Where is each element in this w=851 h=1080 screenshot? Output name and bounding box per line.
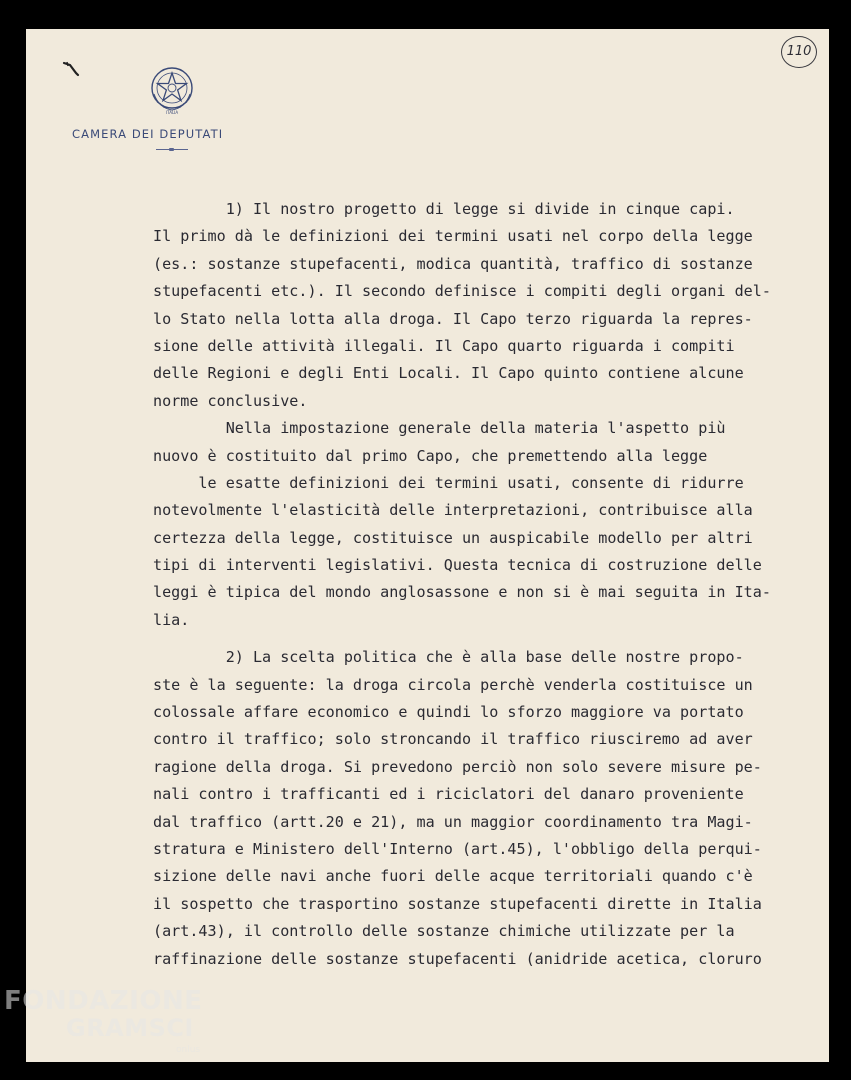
body-line: tipi di interventi legislativi. Questa tecnica di costruzione delle [153,556,762,575]
body-line: delle Regioni e degli Enti Locali. Il Capo quinto contiene alcune [153,364,744,383]
body-line: lia. [153,610,190,629]
watermark-suffix: onlus [176,1045,201,1055]
body-line: nali contro i trafficanti ed i riciclatori del danaro proveniente [153,785,744,804]
watermark-line-1: FONDAZIONE [4,986,203,1016]
body-line: notevolmente l'elasticità delle interpretazioni, contribuisce alla [153,501,753,520]
letterhead-ornament [156,149,188,150]
document-page [26,29,829,1062]
body-line: ragione della droga. Si prevedono perciò non solo severe misure pe- [153,757,762,776]
body-line: lo Stato nella lotta alla droga. Il Capo terzo riguarda la repres- [153,309,753,328]
body-line: contro il traffico; solo stroncando il traffico riusciremo ad aver [153,730,753,749]
italian-republic-emblem-icon [149,64,195,116]
body-line: (art.43), il controllo delle sostanze chimiche utilizzate per la [153,922,735,941]
body-line: stupefacenti etc.). Il secondo definisce i compiti degli organi del- [153,282,771,301]
body-line: le esatte definizioni dei termini usati, consente di ridurre [153,473,744,492]
body-line: Nella impostazione generale della materia l'aspetto più [153,419,726,438]
body-line: norme conclusive. [153,391,308,410]
body-line: leggi è tipica del mondo anglosassone e non si è mai seguita in Ita- [153,583,771,602]
body-line: colossale affare economico e quindi lo sforzo maggiore va portato [153,703,744,722]
body-line: nuovo è costituito dal primo Capo, che premettendo alla legge [153,446,708,465]
letterhead-title: CAMERA DEI DEPUTATI [72,127,224,141]
body-line: raffinazione delle sostanze stupefacenti (anidride acetica, cloruro [153,949,762,968]
body-line: dal traffico (artt.20 e 21), ma un maggior coordinamento tra Magi- [153,812,753,831]
body-text [153,196,793,973]
body-line: stratura e Ministero dell'Interno (art.45), l'obbligo della perqui- [153,839,762,858]
watermark-line-2: GRAMSCI [66,1014,194,1042]
body-line: Il primo dà le definizioni dei termini usati nel corpo della legge [153,227,753,246]
body-line: certezza della legge, costituisce un auspicabile modello per altri [153,528,753,547]
body-line: sizione delle navi anche fuori delle acque territoriali quando c'è [153,867,753,886]
page-number-stamp: 110 [781,36,817,68]
body-line: ste è la seguente: la droga circola perchè venderla costituisce un [153,675,753,694]
body-line: 2) La scelta politica che è alla base delle nostre propo- [153,648,744,667]
pen-mark-icon [62,61,82,77]
svg-text:ITALIA: ITALIA [165,110,179,115]
body-line: il sospetto che trasportino sostanze stupefacenti dirette in Italia [153,894,762,913]
body-line: sione delle attività illegali. Il Capo quarto riguarda i compiti [153,336,735,355]
fondazione-gramsci-watermark [4,986,203,1055]
body-line: 1) Il nostro progetto di legge si divide in cinque capi. [153,200,735,218]
paragraph-gap [153,634,793,644]
body-line: (es.: sostanze stupefacenti, modica quantità, traffico di sostanze [153,254,753,273]
